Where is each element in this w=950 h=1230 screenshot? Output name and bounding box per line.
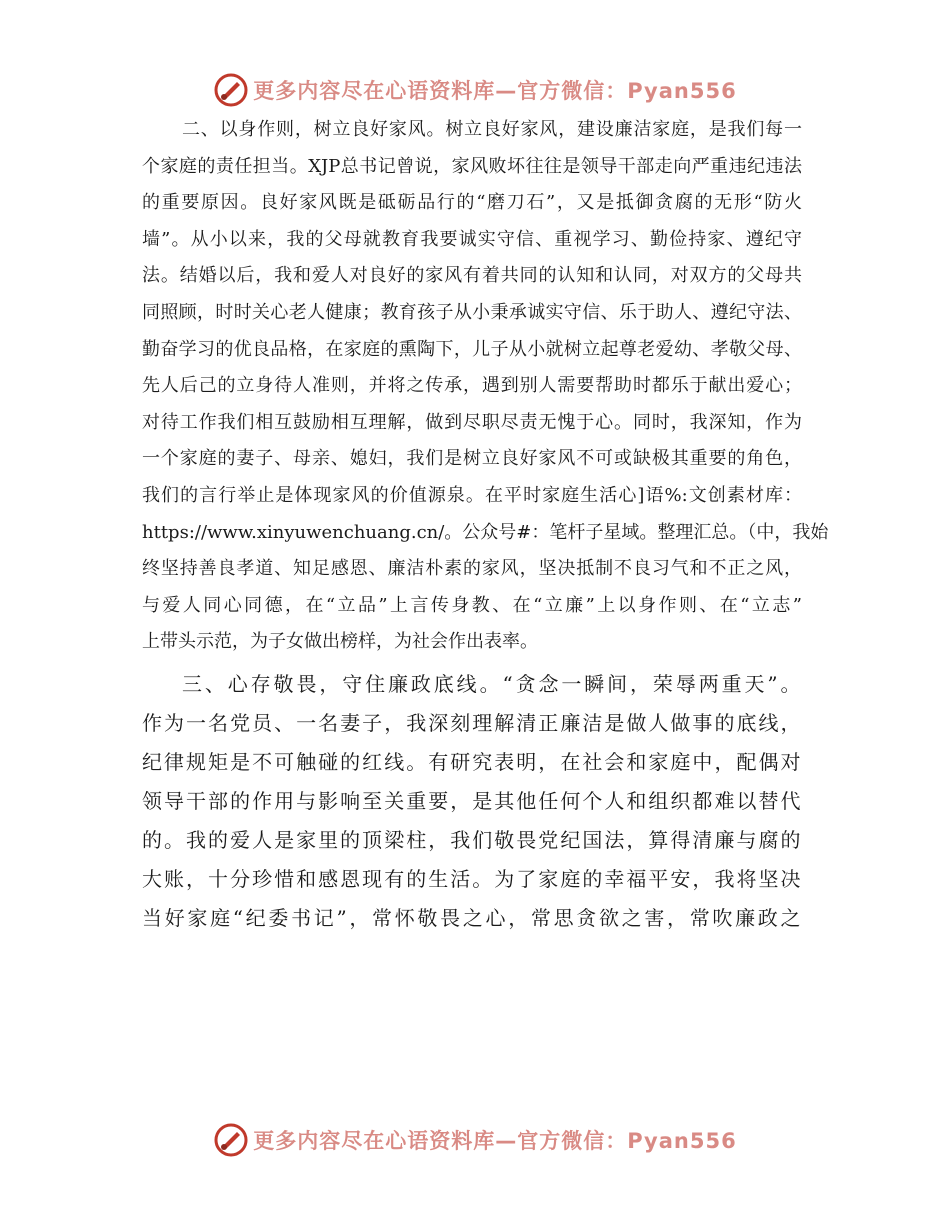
text-line: 先人后己的立身待人准则，并将之传承，遇到别人需要帮助时都乐于献出爱心； — [142, 375, 802, 397]
text-line: 法。结婚以后，我和爱人对良好的家风有着共同的认知和认同，对双方的父母共 — [142, 265, 802, 287]
text-line: 三、心存敬畏，守住廉政底线。“贪念一瞬间，荣辱两重天”。 — [182, 671, 802, 696]
text-line: 领导干部的作用与影响至关重要，是其他任何个人和组织都难以替代 — [142, 788, 802, 813]
text-line: 终坚持善良孝道、知足感恩、廉洁朴素的家风，坚决抵制不良习气和不正之风， — [142, 558, 802, 580]
text-line: 纪律规矩是不可触碰的红线。有研究表明，在社会和家庭中，配偶对 — [142, 749, 802, 774]
text-line: 对待工作我们相互鼓励相互理解，做到尽职尽责无愧于心。同时，我深知，作为 — [142, 411, 802, 433]
text-line: 二、以身作则，树立良好家风。树立良好家风，建设廉洁家庭，是我们每一 — [182, 119, 802, 140]
paragraph-2 — [142, 112, 829, 661]
header-watermark-banner — [0, 68, 950, 112]
text-line: 当好家庭“纪委书记”，常怀敬畏之心，常思贪欲之害，常吹廉政之 — [142, 905, 802, 930]
text-line: 大账，十分珍惜和感恩现有的生活。为了家庭的幸福平安，我将坚决 — [142, 866, 802, 891]
text-line: 勤奋学习的优良品格，在家庭的熏陶下，儿子从小就树立起尊老爱幼、孝敬父母、 — [142, 338, 802, 360]
banner-text: 更多内容尽在心语资料库—官方微信：Pyan556 — [253, 1129, 737, 1153]
footer-watermark-banner — [0, 1118, 950, 1162]
banner-text: 更多内容尽在心语资料库—官方微信：Pyan556 — [253, 79, 737, 103]
text-line: 的重要原因。良好家风既是砥砺品行的“磨刀石”，又是抵御贪腐的无形“防火 — [142, 192, 802, 214]
text-line: 一个家庭的妻子、母亲、媳妇，我们是树立良好家风不可或缺极其重要的角色， — [142, 448, 802, 470]
text-line: 与爱人同心同德，在“立品”上言传身教、在“立廉”上以身作则、在“立志” — [142, 594, 802, 616]
paragraph-3 — [142, 665, 802, 938]
text-line: 墙”。从小以来，我的父母就教育我要诚实守信、重视学习、勤俭持家、遵纪守 — [142, 228, 802, 250]
logo-icon — [213, 1122, 249, 1158]
text-line: 同照顾，时时关心老人健康；教育孩子从小秉承诚实守信、乐于助人、遵纪守法、 — [142, 301, 802, 323]
text-line: 个家庭的责任担当。XJP总书记曾说，家风败坏往往是领导干部走向严重违纪违法 — [142, 155, 802, 177]
text-line: 上带头示范，为子女做出榜样，为社会作出表率。 — [142, 631, 538, 653]
text-line: 作为一名党员、一名妻子，我深刻理解清正廉洁是做人做事的底线， — [142, 710, 802, 735]
text-line: https://www.xinyuwenchuang.cn/。公众号#：笔杆子星域。整理汇总。（中，我始 — [142, 521, 829, 543]
document-body — [142, 112, 829, 938]
text-line: 我们的言行举止是体现家风的价值源泉。在平时家庭生活心]语%:文创素材库： — [142, 484, 802, 506]
logo-icon — [213, 72, 249, 108]
text-line: 的。我的爱人是家里的顶梁柱，我们敬畏党纪国法，算得清廉与腐的 — [142, 827, 802, 852]
